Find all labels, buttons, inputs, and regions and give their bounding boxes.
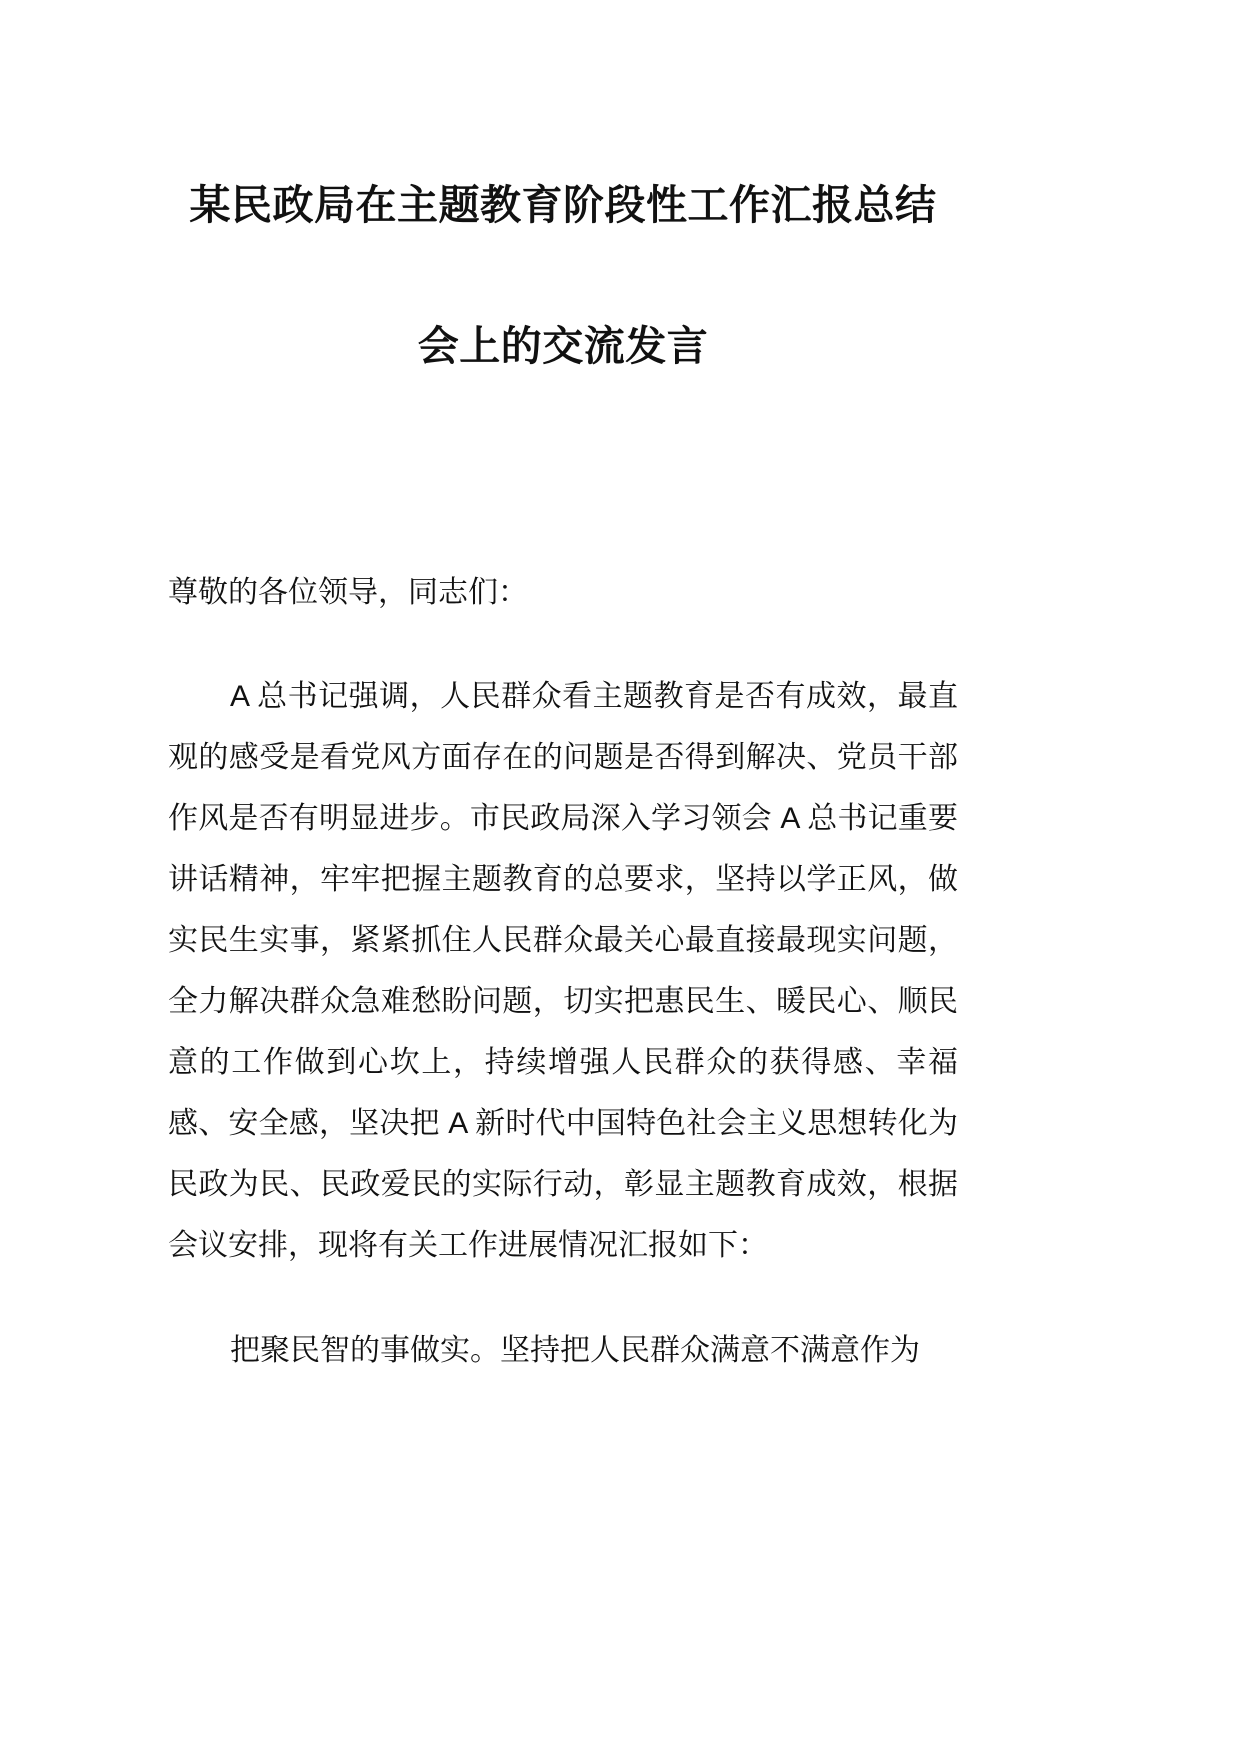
salutation: 尊敬的各位领导，同志们： (168, 576, 528, 609)
body-paragraph-1-text: A 总书记强调，人民群众看主题教育是否有成效，最直观的感受是看党风方面存在的问题是否得到解决、党员干部作风是否有明显进步。市民政局深入学习领会 A 总书记重要讲话精神，牢牢把握主题教育的总要求，坚持以学正风，做实民生实事，紧紧抓住人民群众最关心最直接最现实问题，全力解决群众急难愁盼问题，切实把惠民生、暖民心、顺民意的工作做到心坎上，持续增强人民群众的获得感、幸福感、安全感，坚决把 A 新时代中国特色社会主义思想转化为民政为民、民政爱民的实际行动，彰显主题教育成效，根据会议安排，现将有关工作进展情况汇报如下： (168, 680, 958, 1262)
body-paragraph-2 (168, 1276, 958, 1381)
body-paragraph-1 (168, 624, 958, 1276)
body-paragraph-2-text: 把聚民智的事做实。坚持把人民群众满意不满意作为 (230, 1334, 920, 1367)
document-content (168, 0, 958, 1421)
page-title-line-1: 某民政局在主题教育阶段性工作汇报总结 (189, 182, 937, 228)
page-bottom-clip (168, 1381, 958, 1421)
page-title-line-2: 会上的交流发言 (417, 323, 709, 369)
